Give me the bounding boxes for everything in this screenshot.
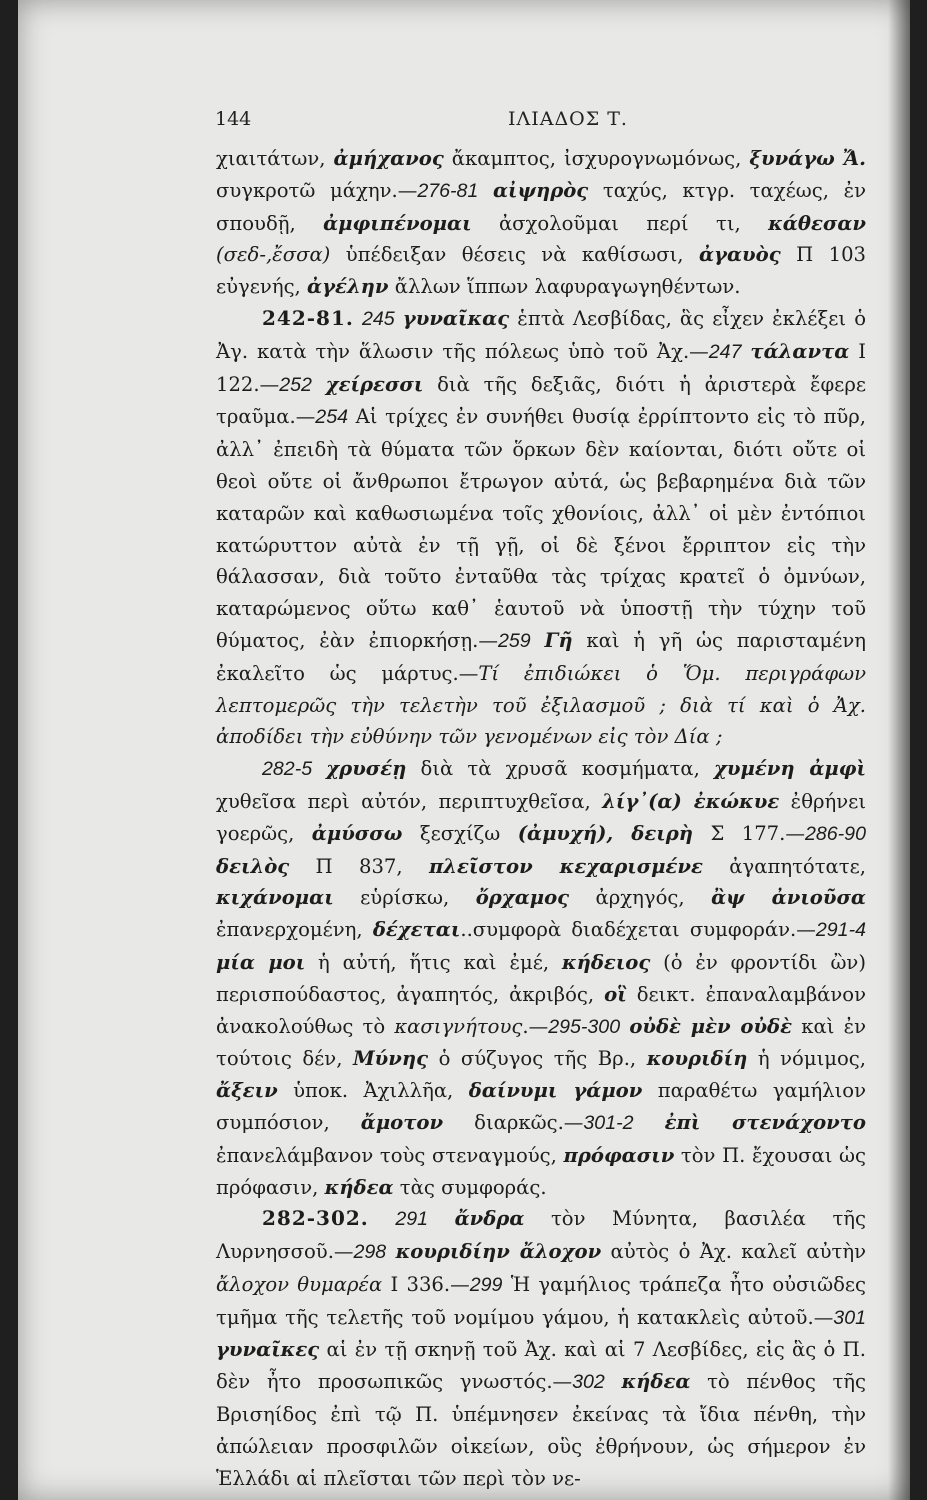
- text-span: Ι 336.—: [382, 1272, 470, 1296]
- lemma: ἂψ ἀνιοῦσα: [711, 886, 866, 910]
- text-span: ἐπανελάμβανον τοὺς στεναγμούς,: [216, 1143, 564, 1167]
- text-span: ὁ σύζυγος τῆς Βρ.,: [428, 1047, 647, 1071]
- text-span: Π 103 εὐγενής,: [216, 243, 867, 299]
- paragraph-1: [216, 143, 866, 303]
- verse-number: 291-4: [815, 919, 866, 942]
- text-span: τὸν Π. ἔχουσαι ὡς πρόφασιν,: [216, 1143, 866, 1199]
- lemma: αἰψηρὸς: [492, 178, 589, 202]
- text-span: ξεσχίζω: [402, 821, 518, 845]
- text-span: Ἡ γαμήλιος τράπεζα ἦτο οὐσιῶδες τμῆμα τῆς τελετῆς τοῦ νομίμου γάμου, ἡ κατακλεὶς αὐτοῦ.—: [216, 1272, 866, 1329]
- text-span: καὶ ἡ γῆ ὡς παρισταμένη ἐκαλεῖτο ὡς μάρτυς.—: [216, 628, 867, 685]
- commentary-text: [216, 143, 866, 1494]
- verse-number: 291: [395, 1208, 429, 1231]
- text-span: εὑρίσκω,: [333, 886, 476, 910]
- text-span: Αἱ τρίχες ἐν συνήθει θυσίᾳ ἐρρίπτοντο εἰς τὸ πῦρ, ἀλλ᾽ ἐπειδὴ τὰ θύματα τῶν ὅρκων δὲν καίονται, διότι οὔτε οἱ θεοὶ οὔτε οἱ ἄνθρωποι ἔτρωγον αὐτά, ὡς βεβαρημένα διὰ τῶν καταρῶν καὶ καθωσιωμένα τοῖς χθονίοις, ἀλλ᾽ οἱ μὲν ἐντόπιοι κατώρυττον αὐτὰ ἐν τῇ γῇ, οἱ δὲ ξένοι ἔρριπτον εἰς τὴν θάλασσαν, διὰ τοῦτο ἐνταῦθα τὰς τρίχας κρατεῖ ὁ ὀμνύων, καταρώμενος οὕτω καθ᾽ ἑαυτοῦ νὰ ὑποστῇ τὴν τύχην τοῦ θύματος, ἐὰν ἐπιορκήσῃ.—: [216, 405, 866, 652]
- verse-number: 259: [498, 629, 531, 652]
- text-span: ἑπτὰ Λεσβίδας, ἃς εἶχεν ἐκλέξει ὁ Ἀγ. κατὰ τὴν ἅλωσιν τῆς πόλεως ὑπὸ τοῦ Ἀχ.—: [216, 306, 866, 363]
- text-span: Σ 177.—: [693, 821, 805, 845]
- lemma: ξυνάγω: [749, 147, 835, 170]
- lemma: γυναῖκας: [402, 306, 510, 330]
- lemma: δειλὸς: [216, 854, 290, 878]
- text-span: συγκροτῶ μάχην.—: [216, 178, 418, 202]
- page-header-title: ΙΛΙΑΔΟΣ Τ.: [508, 108, 628, 130]
- verse-number: 301: [833, 1306, 866, 1329]
- text-span: ἄκαμπτος, ἰσχυρογνωμόνως,: [443, 147, 750, 170]
- lemma: ὄρχαμος: [475, 886, 570, 910]
- text-span: [478, 179, 493, 202]
- italic-term: ἄλοχον θυμαρέα: [216, 1272, 383, 1296]
- verse-number: 282-5: [262, 758, 313, 781]
- text-span: ὑπέδειξαν θέσεις νὰ καθίσωσι,: [330, 243, 699, 267]
- text-span: Π 837,: [289, 854, 429, 878]
- text-span: δεικτ. ἐπαναλαμβάνον ἀνακολούθως τὸ: [216, 982, 866, 1038]
- lemma: ἀμφιπένομαι: [323, 211, 472, 235]
- lemma: οὐδὲ μὲν οὐδὲ: [629, 1014, 793, 1038]
- text-span: ἄλλων ἵππων λαφυραγωγηθέντων.: [388, 275, 741, 299]
- text-span: διὰ τῆς δεξιᾶς, διότι ἡ ἀριστερὰ ἔφερε τραῦμα.—: [216, 372, 866, 429]
- section-heading: 242-81.: [262, 305, 354, 330]
- verse-number: 247: [708, 340, 742, 363]
- paragraph-3: [216, 753, 866, 1203]
- text-span: διαρκῶς.—: [443, 1110, 584, 1134]
- lemma: ἄξειν: [216, 1079, 278, 1103]
- text-span: αὐτὸς ὁ Ἀχ. καλεῖ αὐτὴν: [601, 1240, 867, 1264]
- lemma: μία μοι: [216, 950, 306, 974]
- lemma: ἐπὶ στενάχοντο: [664, 1110, 866, 1134]
- lemma: ἄμοτον: [360, 1110, 444, 1134]
- section-heading: 282-302.: [262, 1206, 369, 1231]
- text-span: διὰ τὰ χρυσᾶ κοσμήματα,: [406, 757, 715, 781]
- text-span: (ὁ ἐν φροντίδι ὢν) περισπούδαστος, ἀγαπητός, ἀκριβός,: [216, 950, 866, 1006]
- lemma: ἀμήχανος: [333, 147, 444, 170]
- lemma: κιχάνομαι: [216, 886, 334, 910]
- verse-number: 252: [279, 373, 312, 396]
- lemma: Μύνης: [352, 1047, 429, 1071]
- lemma: πλεῖστον κεχαρισμένε: [428, 854, 703, 878]
- lemma: κουριδίην ἄλοχον: [395, 1240, 602, 1264]
- book-page: [18, 0, 910, 1500]
- lemma: λίγ᾽(α) ἐκώκυε: [602, 789, 780, 813]
- text-span: ἡ αὐτή, ἥτις καὶ ἐμέ,: [305, 950, 562, 974]
- lemma: τάλαντα: [750, 339, 850, 363]
- text-span: .—: [522, 1014, 549, 1038]
- verse-number: 298: [353, 1241, 387, 1264]
- text-span: ἀρχηγός,: [569, 886, 712, 910]
- text-span: [835, 147, 843, 170]
- text-span: Ι 122.—: [216, 339, 866, 396]
- verse-number: 299: [469, 1273, 503, 1296]
- lemma: κάθεσαν: [768, 211, 866, 235]
- text-span: ἀγαπητότατε,: [702, 854, 866, 878]
- lemma: δέχεται: [372, 918, 461, 942]
- running-head: [18, 108, 910, 138]
- text-span: ἐθρήνει γοερῶς,: [216, 789, 866, 845]
- lemma: κήδεα: [324, 1175, 394, 1199]
- text-span: ..συμφορὰ διαδέχεται συμφοράν.—: [460, 918, 816, 942]
- study-question: Τί ἐπιδιώκει ὁ Ὅμ. περιγράφων λεπτομερῶς τὴν τελετὴν τοῦ ἐξιλασμοῦ ; διὰ τί καὶ ὁ Ἀχ. ἀποδίδει τὴν εὐθύνην τῶν γενομένων εἰς τὸν Δία ;: [216, 661, 866, 749]
- text-span: ταχύς, κτγρ. ταχέως, ἐν σπουδῇ,: [216, 178, 867, 235]
- lemma: Ἄ.: [842, 147, 866, 170]
- text-span: καὶ ἐν τούτοις δέν,: [216, 1014, 867, 1071]
- verse-number: 302: [572, 1371, 605, 1394]
- text-span: τὰς συμφοράς.: [393, 1175, 547, 1199]
- text-span: ἡ νόμιμος,: [747, 1047, 866, 1071]
- paragraph-2: [216, 303, 866, 753]
- lemma: ἀγέλην: [307, 275, 389, 299]
- lemma: ἀγαυὸς: [698, 243, 781, 267]
- lemma: κουριδίη: [646, 1047, 748, 1071]
- lemma: οἳ: [604, 982, 627, 1006]
- etymology: (σεδ-,ἔσσα): [216, 243, 331, 267]
- text-span: αἱ ἐν τῇ σκηνῇ τοῦ Ἀχ. καὶ αἱ 7 Λεσβίδες, εἰς ἃς ὁ Π. δὲν ἦτο προσωπικῶς γνωστός.—: [216, 1338, 866, 1394]
- verse-number: 254: [315, 406, 348, 429]
- paragraph-4: [216, 1203, 866, 1494]
- text-span: τὸ πένθος τῆς Βρισηίδος ἐπὶ τῷ Π. ὑπέμνησεν ἐκείνας τὰ ἴδια πένθη, τὴν ἀπώλειαν προσφιλῶν οἰκείων, οὓς ἐθρήνουν, ὡς σήμερον ἐν Ἑλλάδι αἱ πλεῖσται τῶν περὶ τὸν νε-: [216, 1370, 866, 1490]
- lemma: χείρεσσι: [325, 372, 424, 396]
- text-span: ἀσχολοῦμαι περί τι,: [471, 211, 769, 235]
- lemma: δαίνυμι γάμον: [468, 1079, 643, 1103]
- lemma: χυμένη ἀμφὶ: [714, 757, 866, 781]
- lemma: χρυσέῃ: [326, 757, 407, 781]
- text-span: παραθέτω γαμήλιον συμπόσιον,: [216, 1079, 866, 1134]
- lemma: (ἀμυχή), δειρὴ: [517, 821, 694, 845]
- lemma: Γῆ: [544, 628, 573, 652]
- italic-term: κασιγνήτους: [394, 1014, 523, 1038]
- text-span: χιαιτάτων,: [216, 147, 334, 170]
- text-span: τὸν Μύνητα, βασιλέα τῆς Λυρνησσοῦ.—: [216, 1207, 867, 1264]
- verse-number: 301-2: [583, 1111, 634, 1134]
- lemma: κήδειος: [561, 950, 651, 974]
- text-span: χυθεῖσα περὶ αὐτόν, περιπτυχθεῖσα,: [216, 789, 603, 813]
- text-span: ὑποκ. Ἀχιλλῆα,: [277, 1079, 469, 1103]
- verse-number: 245: [361, 307, 395, 330]
- lemma: γυναῖκες: [216, 1338, 320, 1362]
- lemma: πρόφασιν: [563, 1143, 675, 1167]
- verse-number: 295-300: [548, 1015, 621, 1038]
- lemma: κήδεα: [621, 1370, 691, 1394]
- page-number: 144: [215, 108, 252, 130]
- verse-number: 276-81: [417, 179, 479, 202]
- verse-number: 286-90: [804, 822, 866, 845]
- lemma: ἄνδρα: [454, 1207, 525, 1231]
- lemma: ἀμύσσω: [311, 821, 403, 845]
- text-span: ἐπανερχομένη,: [216, 918, 373, 942]
